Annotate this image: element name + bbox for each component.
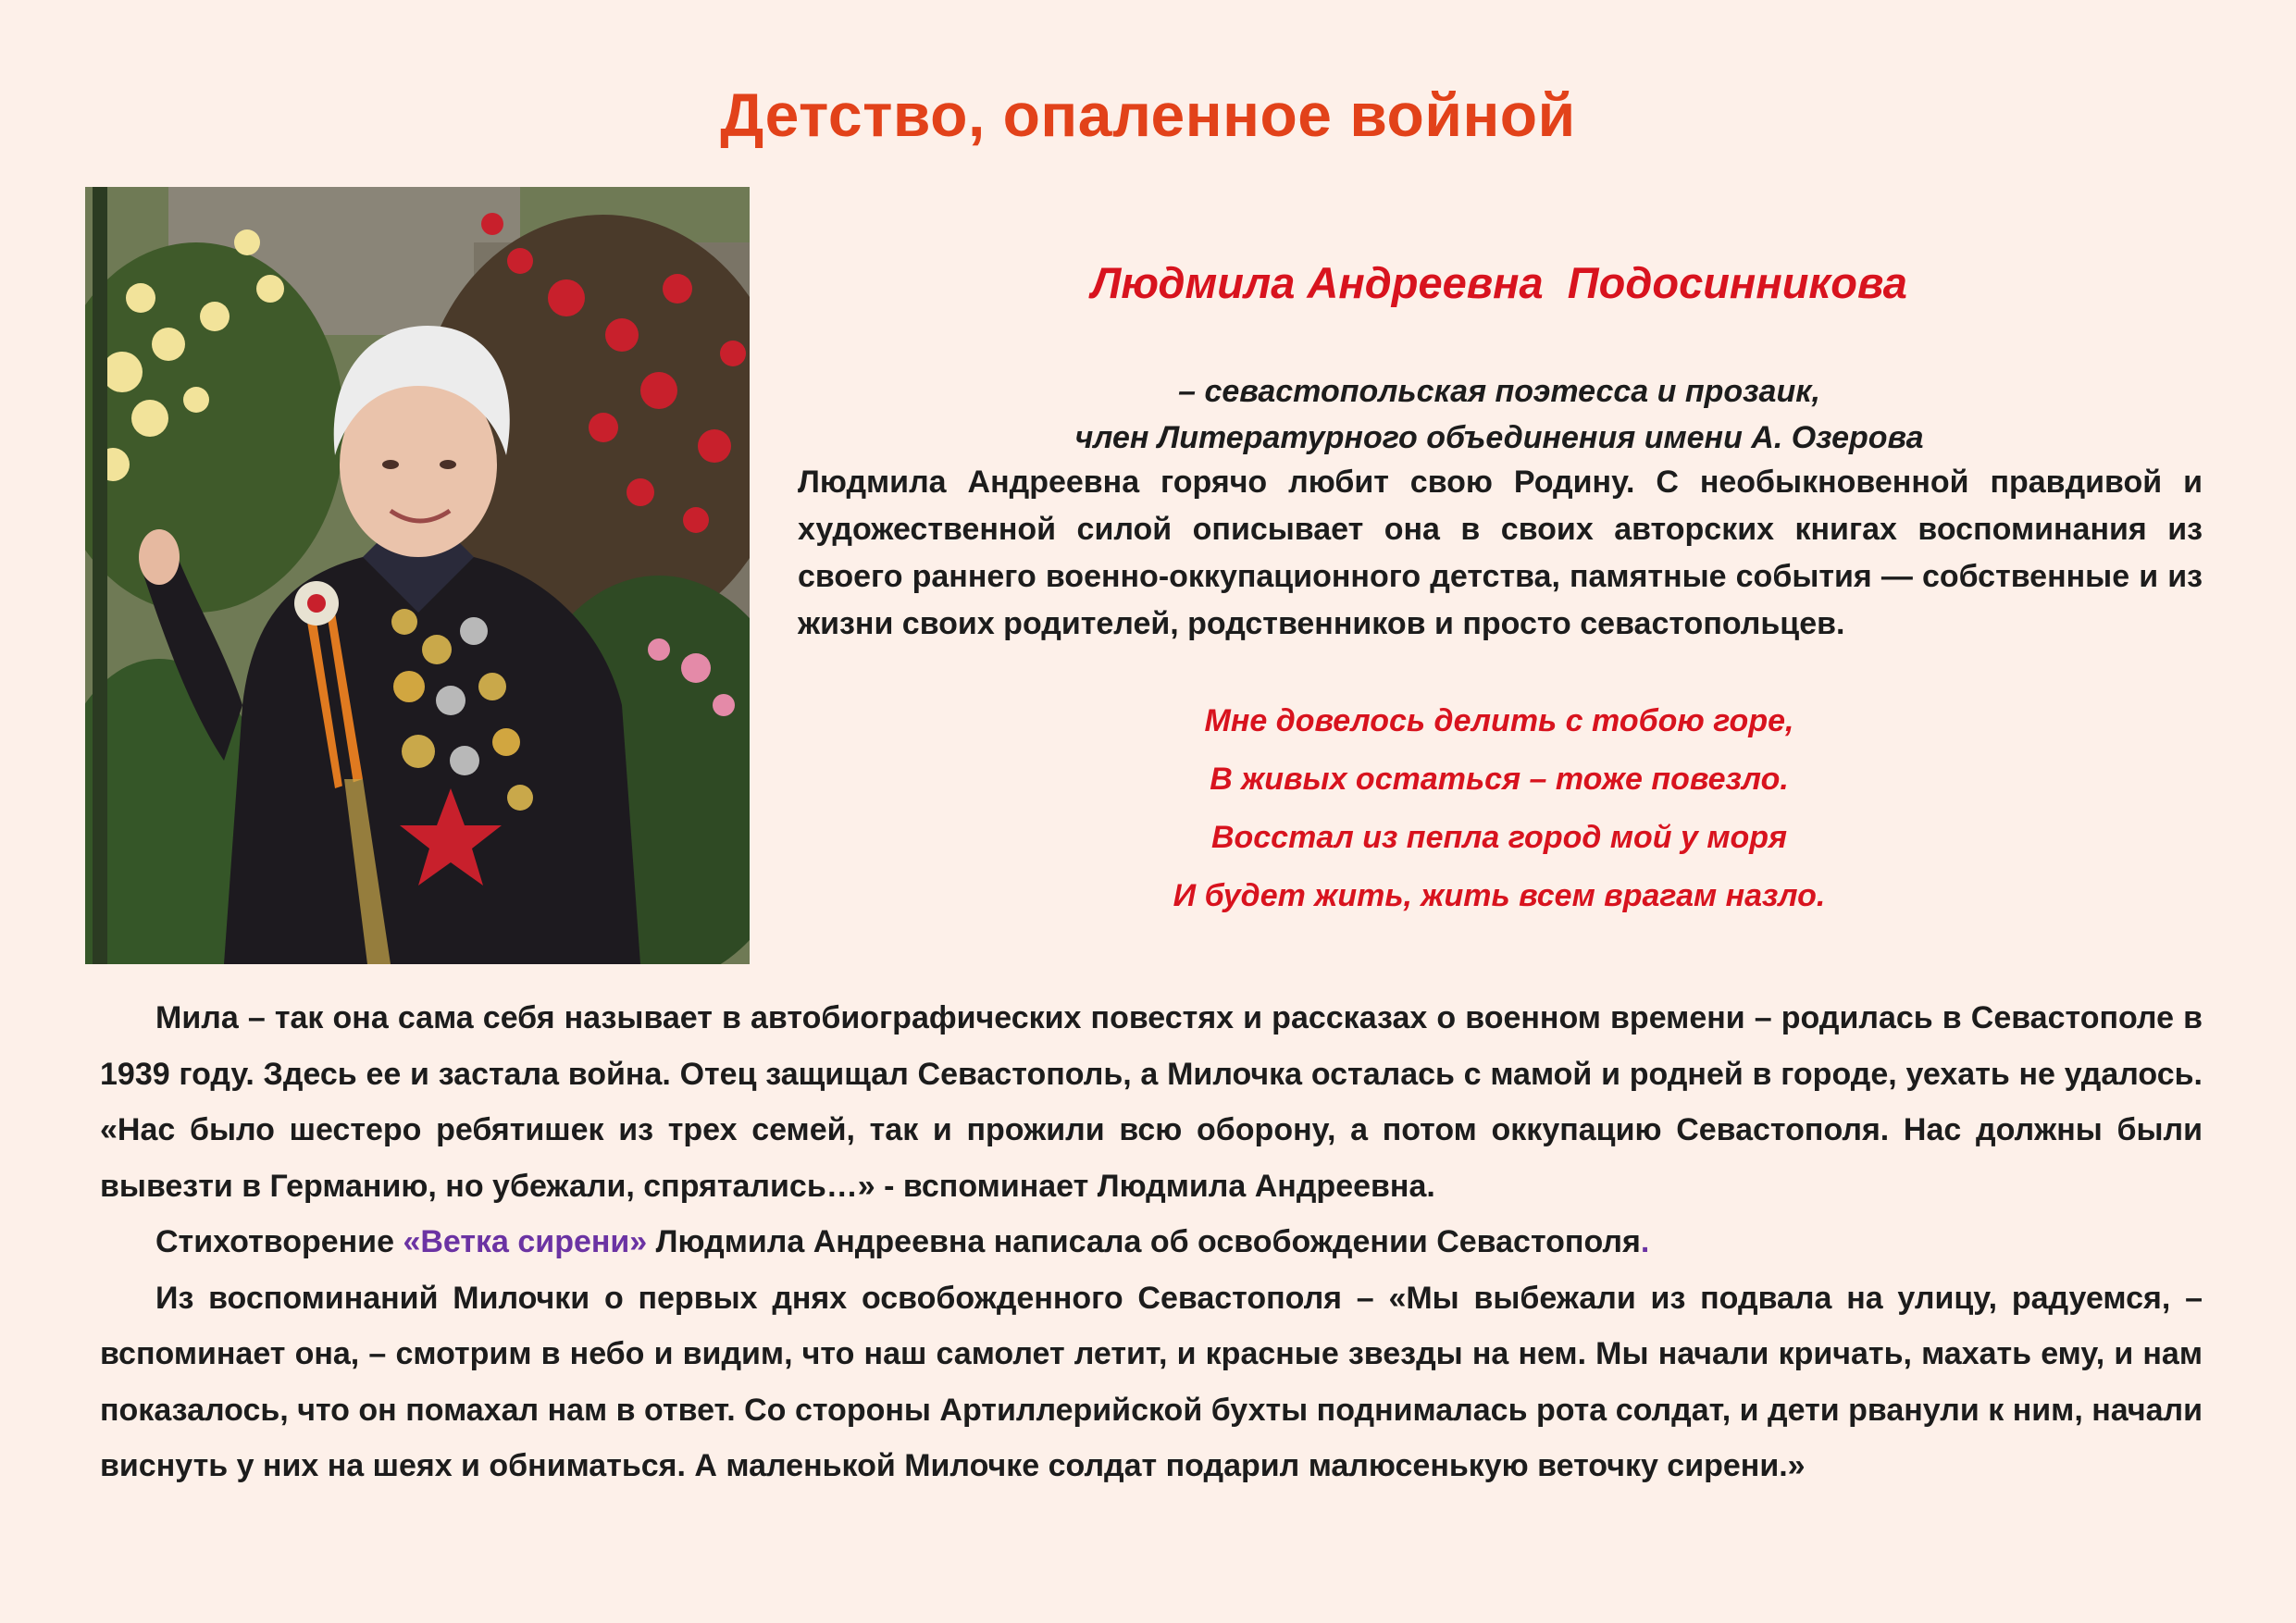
biography-paragraph: Из воспоминаний Милочки о первых днях освобожденного Севастополя – «Мы выбежали из подвала на улицу, радуемся, – вспоминает она, – смотрим в небо и видим, что наш самолет летит, и красные звезды на нем. Мы начали кричать, махать ему, и нам показалось, что он помахал нам в ответ. Со стороны Артиллерийской бухты поднималась рота солдат, и дети рванули к ним, начали виснуть у них на шеях и обниматься. А маленькой Милочке солдат подарил малюсенькую веточку сирени.» [100, 1280, 2203, 1483]
author-role-line: – севастопольская поэтесса и прозаик, [1178, 374, 1820, 409]
poem-line: Мне довелось делить с тобою горе, [1204, 703, 1794, 738]
paragraph-period: . [1640, 1224, 1650, 1259]
author-intro: Людмила Андреевна горячо любит свою Родину. С необыкновенной правдивой и художественной силой описывает она в своих авторских книгах воспоминания из своего раннего военно-оккупационного детства, памятные события — собственные и из жизни своих родителей, родственников и просто севастопольцев. [798, 465, 2203, 641]
biography-paragraph [100, 1214, 2203, 1270]
page-title: Детство, опаленное войной [720, 81, 1576, 149]
author-name: Людмила Андреевна Подосинникова [1091, 258, 1907, 307]
poem-line: Восстал из пепла город мой у моря [1210, 820, 1788, 855]
poem-excerpt [796, 692, 2203, 925]
paragraph-text: Людмила Андреевна написала об освобождении Севастополя [647, 1224, 1641, 1259]
poem-line: В живых остаться – тоже повезло. [1210, 762, 1789, 797]
biography-paragraph: Мила – так она сама себя называет в автобиографических повестях и рассказах о военном времени – родилась в Севастополе в 1939 году. Здесь ее и застала война. Отец защищал Севастополь, а Милочка осталась с мамой и родней в городе, уехать не удалось. «Нас было шестеро ребятишек из трех семей, так и прожили всю оборону, а потом оккупацию Севастополя. Нас должны были вывезти в Германию, но убежали, спрятались…» - вспоминает Людмила Андреевна. [100, 1000, 2203, 1204]
author-role-line: член Литературного объединения имени А. Озерова [1074, 420, 1924, 455]
author-role [796, 368, 2203, 461]
poem-title-link[interactable]: «Ветка сирени» [403, 1224, 648, 1259]
poem-line: И будет жить, жить всем врагам назло. [1173, 878, 1826, 913]
paragraph-text: Стихотворение [155, 1224, 403, 1259]
author-photo [85, 187, 750, 964]
biography-text [100, 990, 2203, 1494]
